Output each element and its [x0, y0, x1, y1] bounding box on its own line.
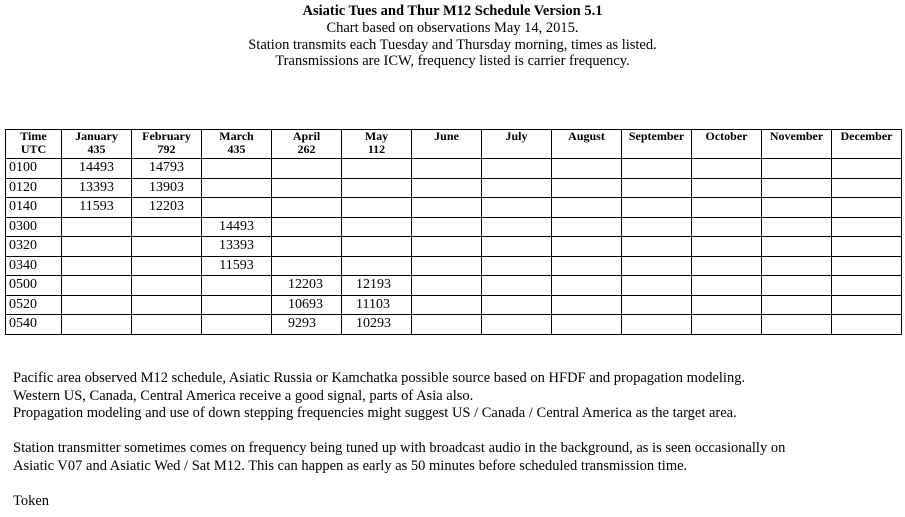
- cell-april: [272, 198, 342, 218]
- cell-april: 10693: [272, 295, 342, 315]
- column-header-september: September: [622, 130, 692, 159]
- cell-september: [622, 276, 692, 296]
- cell-february: [132, 315, 202, 335]
- cell-april: [272, 178, 342, 198]
- cell-october: [692, 276, 762, 296]
- table-header-row: [6, 130, 902, 159]
- cell-july: [482, 178, 552, 198]
- cell-time: 0340: [6, 256, 62, 276]
- cell-january: [62, 295, 132, 315]
- cell-march: 11593: [202, 256, 272, 276]
- cell-october: [692, 217, 762, 237]
- cell-november: [762, 159, 832, 179]
- cell-april: 12203: [272, 276, 342, 296]
- cell-march: 14493: [202, 217, 272, 237]
- notes-section: [13, 370, 893, 510]
- table-body: [6, 159, 902, 335]
- cell-august: [552, 198, 622, 218]
- cell-november: [762, 217, 832, 237]
- cell-june: [412, 198, 482, 218]
- cell-may: 10293: [342, 315, 412, 335]
- cell-may: [342, 256, 412, 276]
- cell-march: [202, 315, 272, 335]
- cell-time: 0520: [6, 295, 62, 315]
- column-header-january: January 435: [62, 130, 132, 159]
- note-line: Western US, Canada, Central America receive a good signal, parts of Asia also.: [13, 387, 474, 404]
- cell-may: 12193: [342, 276, 412, 296]
- cell-february: [132, 295, 202, 315]
- table-row: [6, 315, 902, 335]
- cell-june: [412, 295, 482, 315]
- cell-september: [622, 315, 692, 335]
- note-line: Asiatic V07 and Asiatic Wed / Sat M12. This can happen as early as 50 minutes before scheduled transmission time.: [13, 457, 688, 474]
- cell-june: [412, 315, 482, 335]
- column-header-august: August: [552, 130, 622, 159]
- column-header-october: October: [692, 130, 762, 159]
- cell-march: [202, 295, 272, 315]
- table-row: [6, 276, 902, 296]
- cell-december: [832, 217, 902, 237]
- table-row: [6, 217, 902, 237]
- cell-august: [552, 178, 622, 198]
- cell-february: [132, 217, 202, 237]
- cell-june: [412, 256, 482, 276]
- cell-august: [552, 217, 622, 237]
- cell-january: [62, 315, 132, 335]
- cell-december: [832, 198, 902, 218]
- schedule-table: [5, 129, 902, 335]
- cell-november: [762, 315, 832, 335]
- column-header-november: November: [762, 130, 832, 159]
- cell-november: [762, 295, 832, 315]
- cell-july: [482, 315, 552, 335]
- cell-september: [622, 256, 692, 276]
- cell-september: [622, 178, 692, 198]
- cell-september: [622, 237, 692, 257]
- cell-august: [552, 295, 622, 315]
- signature: Token: [13, 492, 50, 509]
- cell-december: [832, 315, 902, 335]
- cell-june: [412, 159, 482, 179]
- cell-december: [832, 276, 902, 296]
- cell-december: [832, 256, 902, 276]
- column-header-time: Time UTC: [6, 130, 62, 159]
- cell-may: [342, 159, 412, 179]
- cell-april: 9293: [272, 315, 342, 335]
- cell-november: [762, 178, 832, 198]
- cell-february: 12203: [132, 198, 202, 218]
- header-line-schedule: Station transmits each Tuesday and Thursday morning, times as listed.: [248, 36, 657, 53]
- cell-october: [692, 198, 762, 218]
- cell-march: [202, 276, 272, 296]
- cell-november: [762, 276, 832, 296]
- cell-february: [132, 276, 202, 296]
- cell-time: 0500: [6, 276, 62, 296]
- cell-may: [342, 198, 412, 218]
- table-row: [6, 198, 902, 218]
- cell-april: [272, 237, 342, 257]
- table-row: [6, 178, 902, 198]
- cell-october: [692, 237, 762, 257]
- column-header-april: April 262: [272, 130, 342, 159]
- cell-june: [412, 217, 482, 237]
- cell-september: [622, 295, 692, 315]
- note-line: Propagation modeling and use of down stepping frequencies might suggest US / Canada / Central America as the target area.: [13, 405, 737, 421]
- cell-february: 13903: [132, 178, 202, 198]
- cell-march: [202, 159, 272, 179]
- cell-april: [272, 217, 342, 237]
- cell-september: [622, 198, 692, 218]
- cell-october: [692, 159, 762, 179]
- cell-january: 14493: [62, 159, 132, 179]
- cell-july: [482, 256, 552, 276]
- cell-march: 13393: [202, 237, 272, 257]
- column-header-march: March 435: [202, 130, 272, 159]
- cell-september: [622, 159, 692, 179]
- cell-may: [342, 237, 412, 257]
- cell-october: [692, 315, 762, 335]
- cell-january: [62, 276, 132, 296]
- cell-may: 11103: [342, 295, 412, 315]
- document-header: [0, 3, 905, 70]
- cell-july: [482, 159, 552, 179]
- cell-july: [482, 237, 552, 257]
- cell-november: [762, 237, 832, 257]
- cell-january: 13393: [62, 178, 132, 198]
- column-header-may: May 112: [342, 130, 412, 159]
- cell-december: [832, 178, 902, 198]
- cell-october: [692, 178, 762, 198]
- table-row: [6, 237, 902, 257]
- cell-november: [762, 256, 832, 276]
- cell-august: [552, 256, 622, 276]
- table-row: [6, 256, 902, 276]
- cell-march: [202, 198, 272, 218]
- column-header-february: February 792: [132, 130, 202, 159]
- cell-june: [412, 178, 482, 198]
- cell-june: [412, 276, 482, 296]
- note-line: Pacific area observed M12 schedule, Asiatic Russia or Kamchatka possible source based on HFDF and propagation modeling.: [13, 370, 746, 386]
- cell-february: 14793: [132, 159, 202, 179]
- cell-august: [552, 237, 622, 257]
- cell-july: [482, 198, 552, 218]
- cell-august: [552, 276, 622, 296]
- cell-time: 0540: [6, 315, 62, 335]
- cell-august: [552, 315, 622, 335]
- column-header-june: June: [412, 130, 482, 159]
- cell-january: [62, 256, 132, 276]
- cell-february: [132, 256, 202, 276]
- cell-january: 11593: [62, 198, 132, 218]
- cell-may: [342, 178, 412, 198]
- header-line-date: Chart based on observations May 14, 2015.: [326, 20, 579, 36]
- cell-time: 0100: [6, 159, 62, 179]
- cell-september: [622, 217, 692, 237]
- cell-june: [412, 237, 482, 257]
- cell-time: 0320: [6, 237, 62, 257]
- cell-august: [552, 159, 622, 179]
- cell-time: 0140: [6, 198, 62, 218]
- column-header-december: December: [832, 130, 902, 159]
- table-row: [6, 159, 902, 179]
- cell-october: [692, 295, 762, 315]
- cell-july: [482, 295, 552, 315]
- cell-january: [62, 237, 132, 257]
- cell-april: [272, 256, 342, 276]
- cell-february: [132, 237, 202, 257]
- note-line: Station transmitter sometimes comes on frequency being tuned up with broadcast audio in the background, as is seen occasionally on: [13, 440, 786, 456]
- table-row: [6, 295, 902, 315]
- cell-march: [202, 178, 272, 198]
- cell-july: [482, 276, 552, 296]
- header-line-mode: Transmissions are ICW, frequency listed is carrier frequency.: [275, 53, 630, 69]
- cell-december: [832, 159, 902, 179]
- cell-july: [482, 217, 552, 237]
- cell-october: [692, 256, 762, 276]
- cell-november: [762, 198, 832, 218]
- cell-december: [832, 295, 902, 315]
- column-header-july: July: [482, 130, 552, 159]
- cell-april: [272, 159, 342, 179]
- cell-time: 0300: [6, 217, 62, 237]
- cell-december: [832, 237, 902, 257]
- cell-may: [342, 217, 412, 237]
- document-title: Asiatic Tues and Thur M12 Schedule Version 5.1: [302, 3, 603, 19]
- cell-time: 0120: [6, 178, 62, 198]
- cell-january: [62, 217, 132, 237]
